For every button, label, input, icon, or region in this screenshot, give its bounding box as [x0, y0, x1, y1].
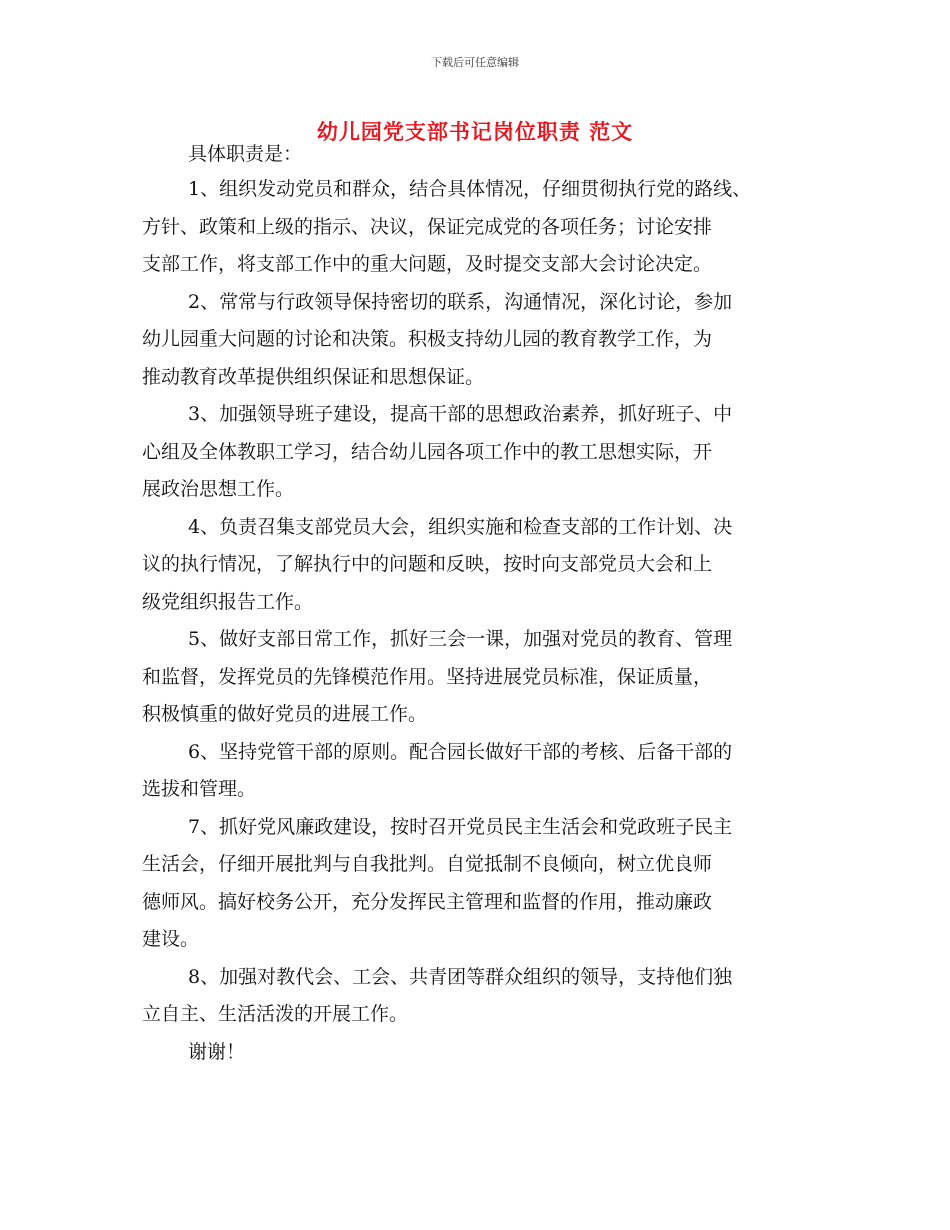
paragraph-line: 方针、政策和上级的指示、决议，保证完成党的各项任务；讨论安排 [142, 215, 713, 238]
duty-paragraph [142, 809, 812, 959]
paragraph-line: 5、做好支部日常工作，抓好三会一课，加强对党员的教育、管理 [188, 628, 733, 650]
paragraph-line: 1、组织发动党员和群众，结合具体情况，仔细贯彻执行党的路线、 [188, 178, 752, 200]
duty-paragraph [142, 284, 812, 397]
paragraph-line: 建设。 [142, 928, 200, 950]
document-title: 幼儿园党支部书记岗位职责 范文 [316, 120, 634, 144]
duty-paragraph [142, 396, 812, 509]
paragraph-line: 生活会，仔细开展批判与自我批判。自觉抵制不良倾向，树立优良师 [142, 853, 713, 875]
duty-paragraph [142, 959, 812, 1034]
paragraph-line: 德师风。搞好校务公开，充分发挥民主管理和监督的作用，推动廉政 [142, 890, 713, 913]
paragraph-line: 7、抓好党风廉政建设，按时召开党员民主生活会和党政班子民主 [188, 815, 733, 838]
paragraph-line: 4、负责召集支部党员大会，组织实施和检查支部的工作计划、决 [188, 515, 733, 538]
paragraph-line: 和监督，发挥党员的先锋模范作用。坚持进展党员标准，保证质量， [142, 665, 713, 688]
paragraph-line: 推动教育改革提供组织保证和思想保证。 [142, 365, 485, 388]
paragraph-line: 立自主、生活活泼的开展工作。 [142, 1003, 409, 1025]
duty-paragraph [142, 621, 812, 734]
paragraph-line: 积极慎重的做好党员的进展工作。 [142, 703, 428, 725]
closing-text: 谢谢！ [188, 1040, 246, 1063]
paragraph-line: 心组及全体教职工学习，结合幼儿园各项工作中的教工思想实际，开 [142, 440, 713, 463]
paragraph-line: 级党组织报告工作。 [142, 590, 314, 613]
duty-list [142, 171, 812, 1034]
paragraph-line: 8、加强对教代会、工会、共青团等群众组织的领导，支持他们独 [188, 965, 733, 988]
intro-text: 具体职责是： [188, 143, 303, 165]
duty-paragraph [142, 509, 812, 622]
paragraph-line: 展政治思想工作。 [142, 478, 295, 500]
paragraph-line: 3、加强领导班子建设，提高干部的思想政治素养，抓好班子、中 [188, 403, 733, 425]
paragraph-line: 幼儿园重大问题的讨论和决策。积极支持幼儿园的教育教学工作，为 [142, 328, 713, 350]
paragraph-line: 选拔和管理。 [142, 778, 257, 800]
paragraph-line: 议的执行情况，了解执行中的问题和反映，按时向支部党员大会和上 [142, 553, 713, 575]
header-note: 下载后可任意编辑 [431, 56, 519, 69]
paragraph-line: 2、常常与行政领导保持密切的联系，沟通情况，深化讨论，参加 [188, 290, 733, 313]
duty-paragraph [142, 171, 812, 284]
duty-paragraph [142, 734, 812, 809]
paragraph-line: 6、坚持党管干部的原则。配合园长做好干部的考核、后备干部的 [188, 740, 733, 763]
paragraph-line: 支部工作，将支部工作中的重大问题，及时提交支部大会讨论决定。 [142, 253, 713, 275]
document-body [142, 137, 812, 1071]
